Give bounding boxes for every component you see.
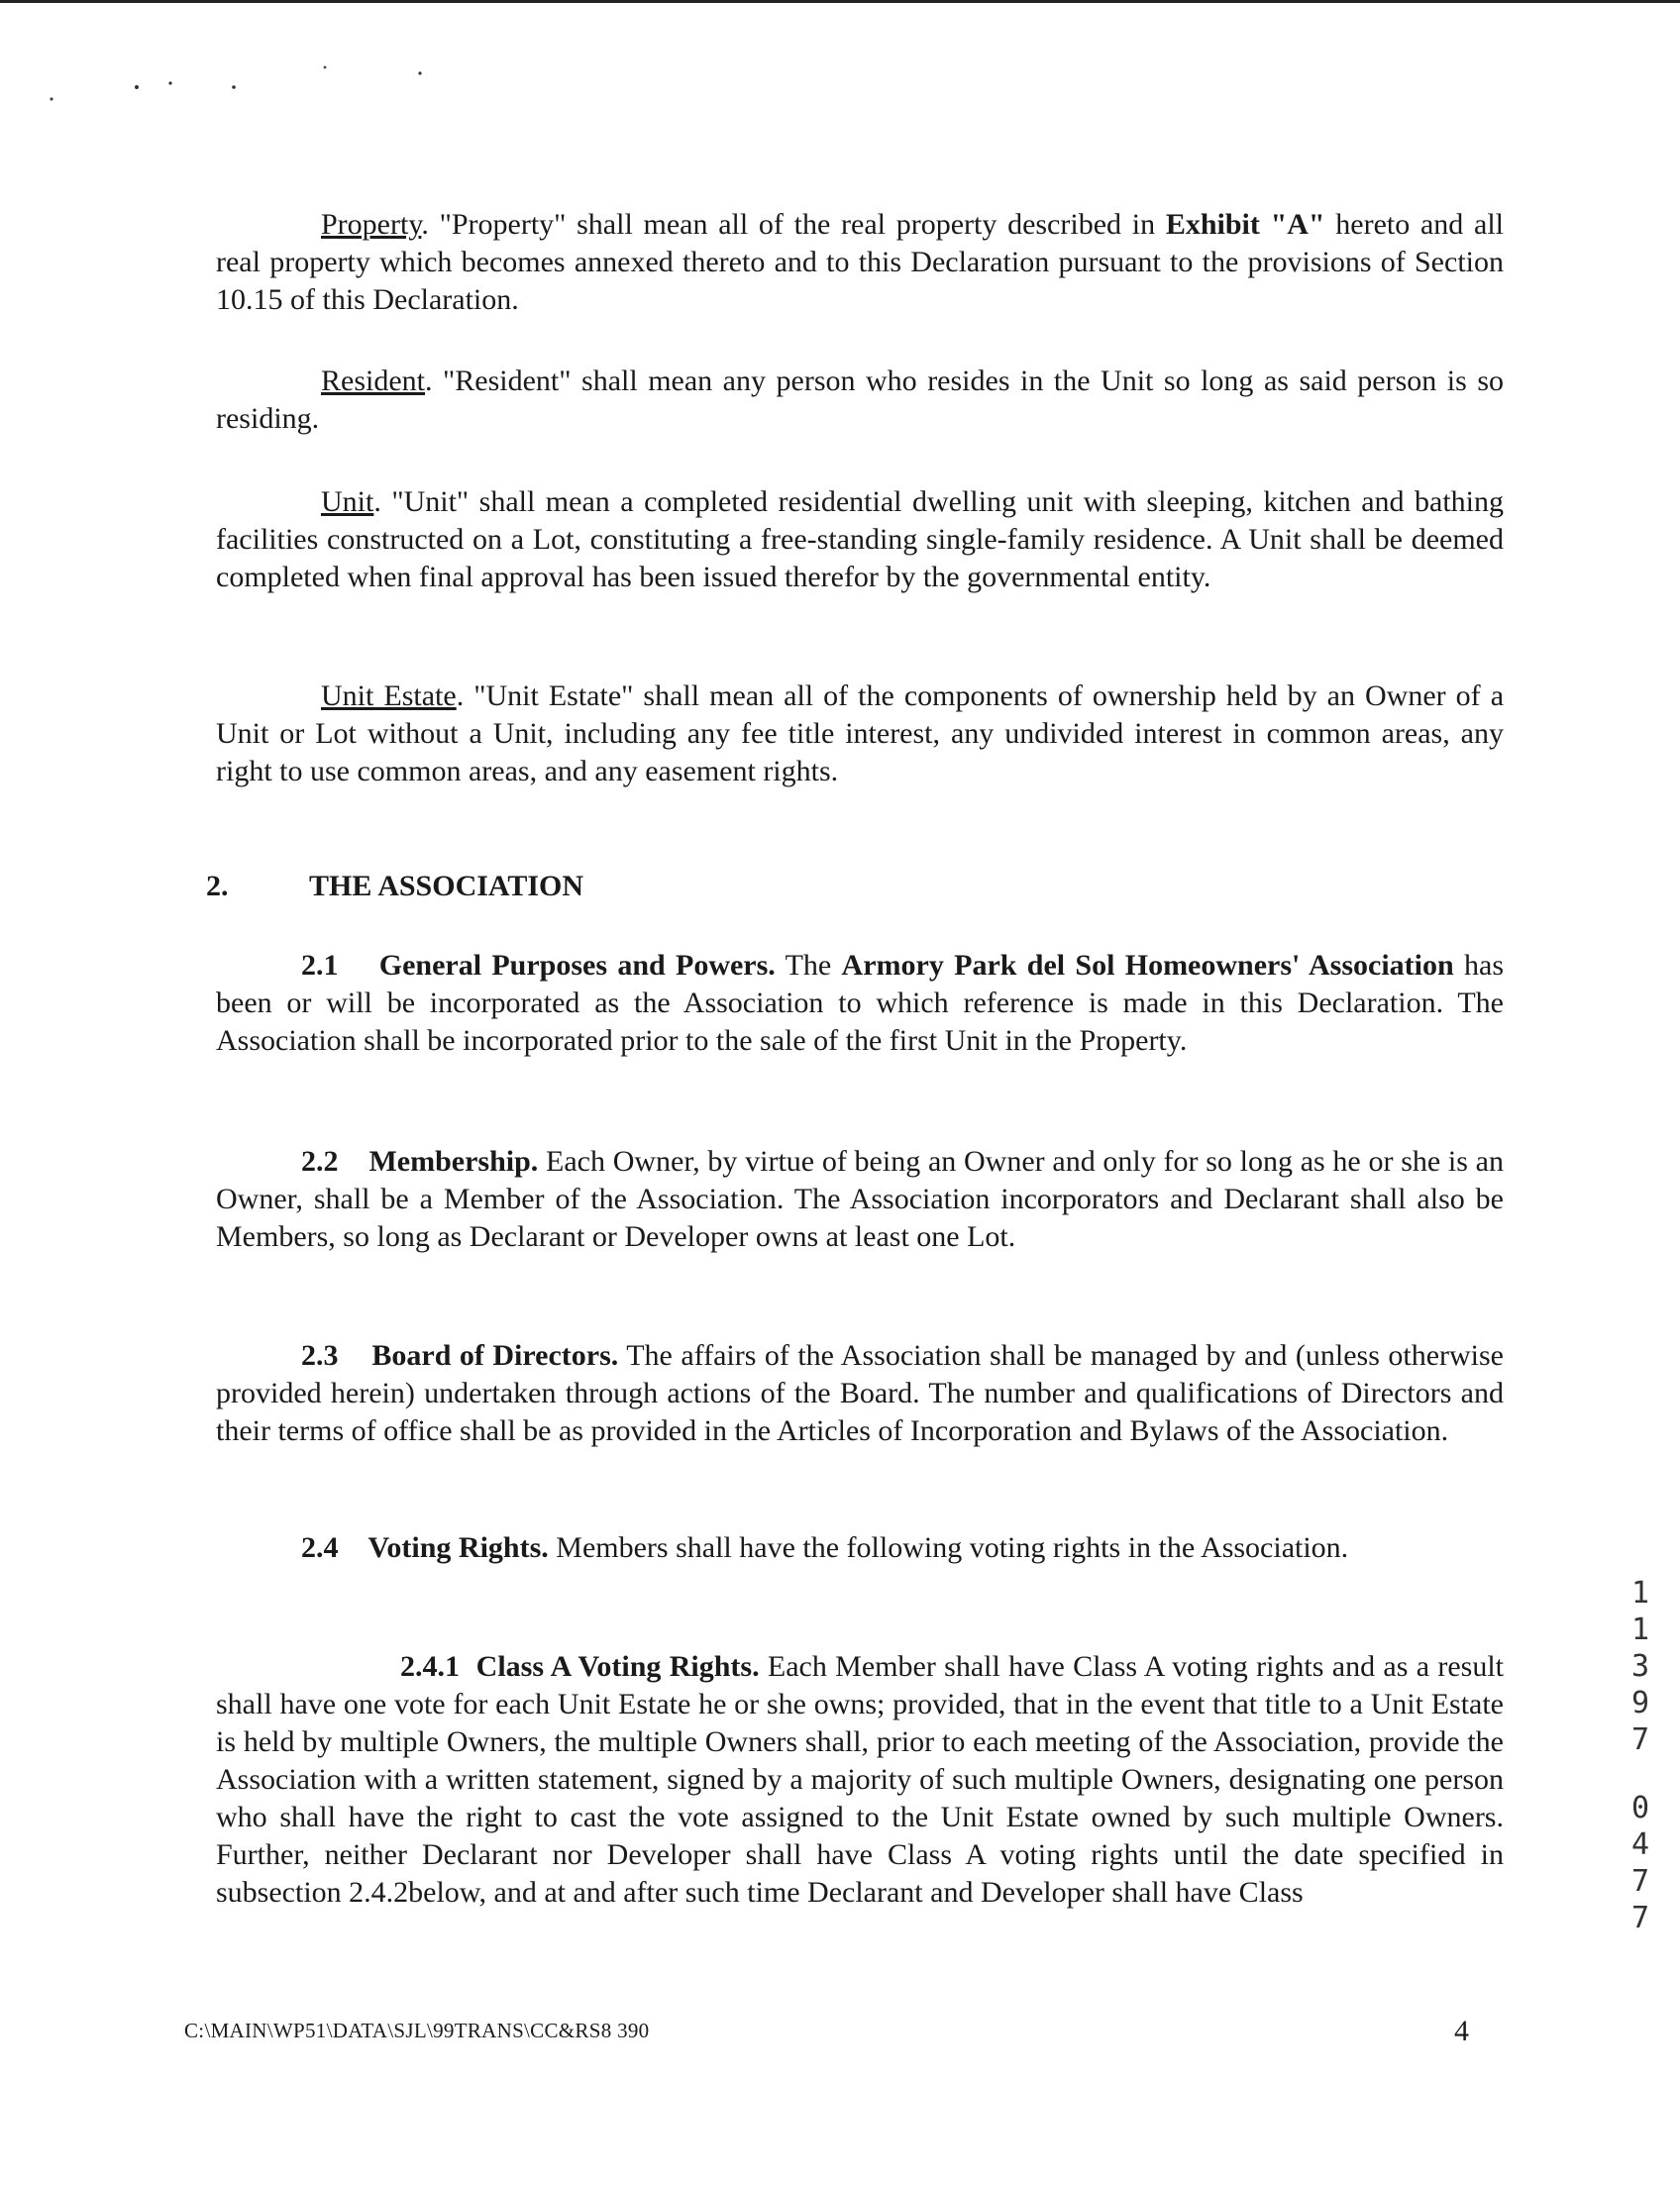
section-heading (206, 868, 583, 905)
subsection-title: Class A Voting Rights. (475, 1650, 760, 1683)
stamp-digit: 7 (1630, 1864, 1650, 1899)
subsection-number: 2.4 (301, 1531, 339, 1564)
stamp-digit: 1 (1630, 1576, 1650, 1611)
stamp-digit: 3 (1630, 1649, 1650, 1684)
subsection-intro: The (775, 949, 842, 982)
footer-file-path: C:\MAIN\WP51\DATA\SJL\99TRANS\CC&RS8 390 (184, 2019, 650, 2042)
subsection-2-2 (216, 1143, 1504, 1256)
definition-property: Property. "Property" shall mean all of the real property described in Exhibit "A" hereto and all real property which becomes annexed thereto and to this Declaration pursuant to the provisions of Section 10.15 of this Declaration. (216, 208, 1505, 316)
stamp-digit: 7 (1630, 1722, 1650, 1757)
scan-specks (40, 59, 456, 119)
subsection-number: 2.4.1 (400, 1650, 460, 1683)
subsection-2-4 (216, 1529, 1504, 1567)
definition-body: "Property" shall mean all of the real property described in (428, 208, 1166, 241)
subsection-number: 2.2 (301, 1145, 339, 1178)
stamp-digit: 9 (1630, 1686, 1650, 1720)
exhibit-reference: Exhibit "A" (1165, 208, 1325, 241)
subsection-body: The affairs of the Association shall be managed by and (unless otherwise provided herein) undertaken through actions of the Board. The number and qualifications of Directors and their terms of office shall be as provided in the Articles of Incorporation and Bylaws of the Association. (216, 1339, 1505, 1447)
page-number: 4 (1454, 2015, 1469, 2047)
subsection-title: Membership. (368, 1145, 539, 1178)
association-name: Armory Park del Sol Homeowners' Association (841, 949, 1454, 982)
subsection-body: Each Owner, by virtue of being an Owner and only for so long as he or she is an Owner, shall be a Member of the Association. The Association incorporators and Declarant shall also be Members, so long as Declarant or Developer owns at least one Lot. (216, 1145, 1504, 1253)
definition-term: Unit Estate (321, 679, 457, 712)
section-title: THE ASSOCIATION (309, 870, 584, 902)
definition-term: Unit (321, 485, 374, 518)
subsection-2-1 (216, 947, 1504, 1060)
definition-body: "Unit Estate" shall mean all of the components of ownership held by an Owner of a Unit or Lot without a Unit, including any fee title interest, any undivided interest in common areas, any right to use common areas, and any easement rights. (216, 679, 1505, 787)
definition-body-continued: hereto and all real property which becomes annexed thereto and to this Declaration pursuant to the provisions of Section 10.15 of this Declaration. (216, 208, 1505, 316)
stamp-digit: 7 (1630, 1901, 1650, 1935)
stamp-digit: 1 (1630, 1613, 1650, 1647)
scan-edge-line (0, 0, 1680, 3)
subsection-title: General Purposes and Powers. (378, 949, 776, 982)
definition-unit: Unit. "Unit" shall mean a completed residential dwelling unit with sleeping, kitchen and bathing facilities constructed on a Lot, constituting a free-standing single-family residence. A Unit shall be deemed completed when final approval has been issued therefor by the governmental entity. (216, 485, 1504, 593)
subsection-body: has been or will be incorporated as the Association to which reference is made in this Declaration. The Association shall be incorporated prior to the sale of the first Unit in the Property. (216, 949, 1505, 1057)
definition-resident: Resident. "Resident" shall mean any person who resides in the Unit so long as said person is so residing. (216, 364, 1504, 435)
stamp-digit: 0 (1630, 1791, 1650, 1825)
definition-unit-estate: Unit Estate. "Unit Estate" shall mean all of the components of ownership held by an Owner of a Unit or Lot without a Unit, including any fee title interest, any undivided interest in common areas, any right to use common areas, and any easement rights. (216, 679, 1505, 787)
subsection-body: Each Member shall have Class A voting rights and as a result shall have one vote for each Unit Estate he or she owns; provided, that in the event that title to a Unit Estate is held by multiple Owners, the multiple Owners shall, prior to each meeting of the Association, provide the Association with a written statement, signed by a majority of such multiple Owners, designating one person who shall have the right to cast the vote assigned to the Unit Estate owned by such multiple Owners. Further, neither Declarant nor Developer shall have Class A voting rights until the date specified in subsection 2.4.2below, and at and after such time Declarant and Developer shall have Class (216, 1650, 1505, 1909)
recording-number-stamp (1621, 1575, 1660, 1936)
subsection-2-4-1 (216, 1648, 1504, 1912)
definition-body: "Unit" shall mean a completed residential dwelling unit with sleeping, kitchen and bathing facilities constructed on a Lot, constituting a free-standing single-family residence. A Unit shall be deemed completed when final approval has been issued therefor by the governmental entity. (216, 485, 1504, 593)
stamp-digit: 4 (1630, 1827, 1650, 1862)
subsection-number: 2.3 (301, 1339, 339, 1372)
definition-term: Resident (321, 364, 425, 397)
subsection-number: 2.1 (301, 949, 339, 982)
definition-term: Property (321, 208, 422, 241)
definition-body: "Resident" shall mean any person who resides in the Unit so long as said person is so residing. (216, 364, 1504, 435)
subsection-title: Board of Directors. (371, 1339, 619, 1372)
subsection-2-3 (216, 1337, 1504, 1450)
subsection-title: Voting Rights. (368, 1531, 549, 1564)
subsection-body: Members shall have the following voting rights in the Association. (548, 1531, 1349, 1564)
section-number: 2. (206, 870, 229, 902)
